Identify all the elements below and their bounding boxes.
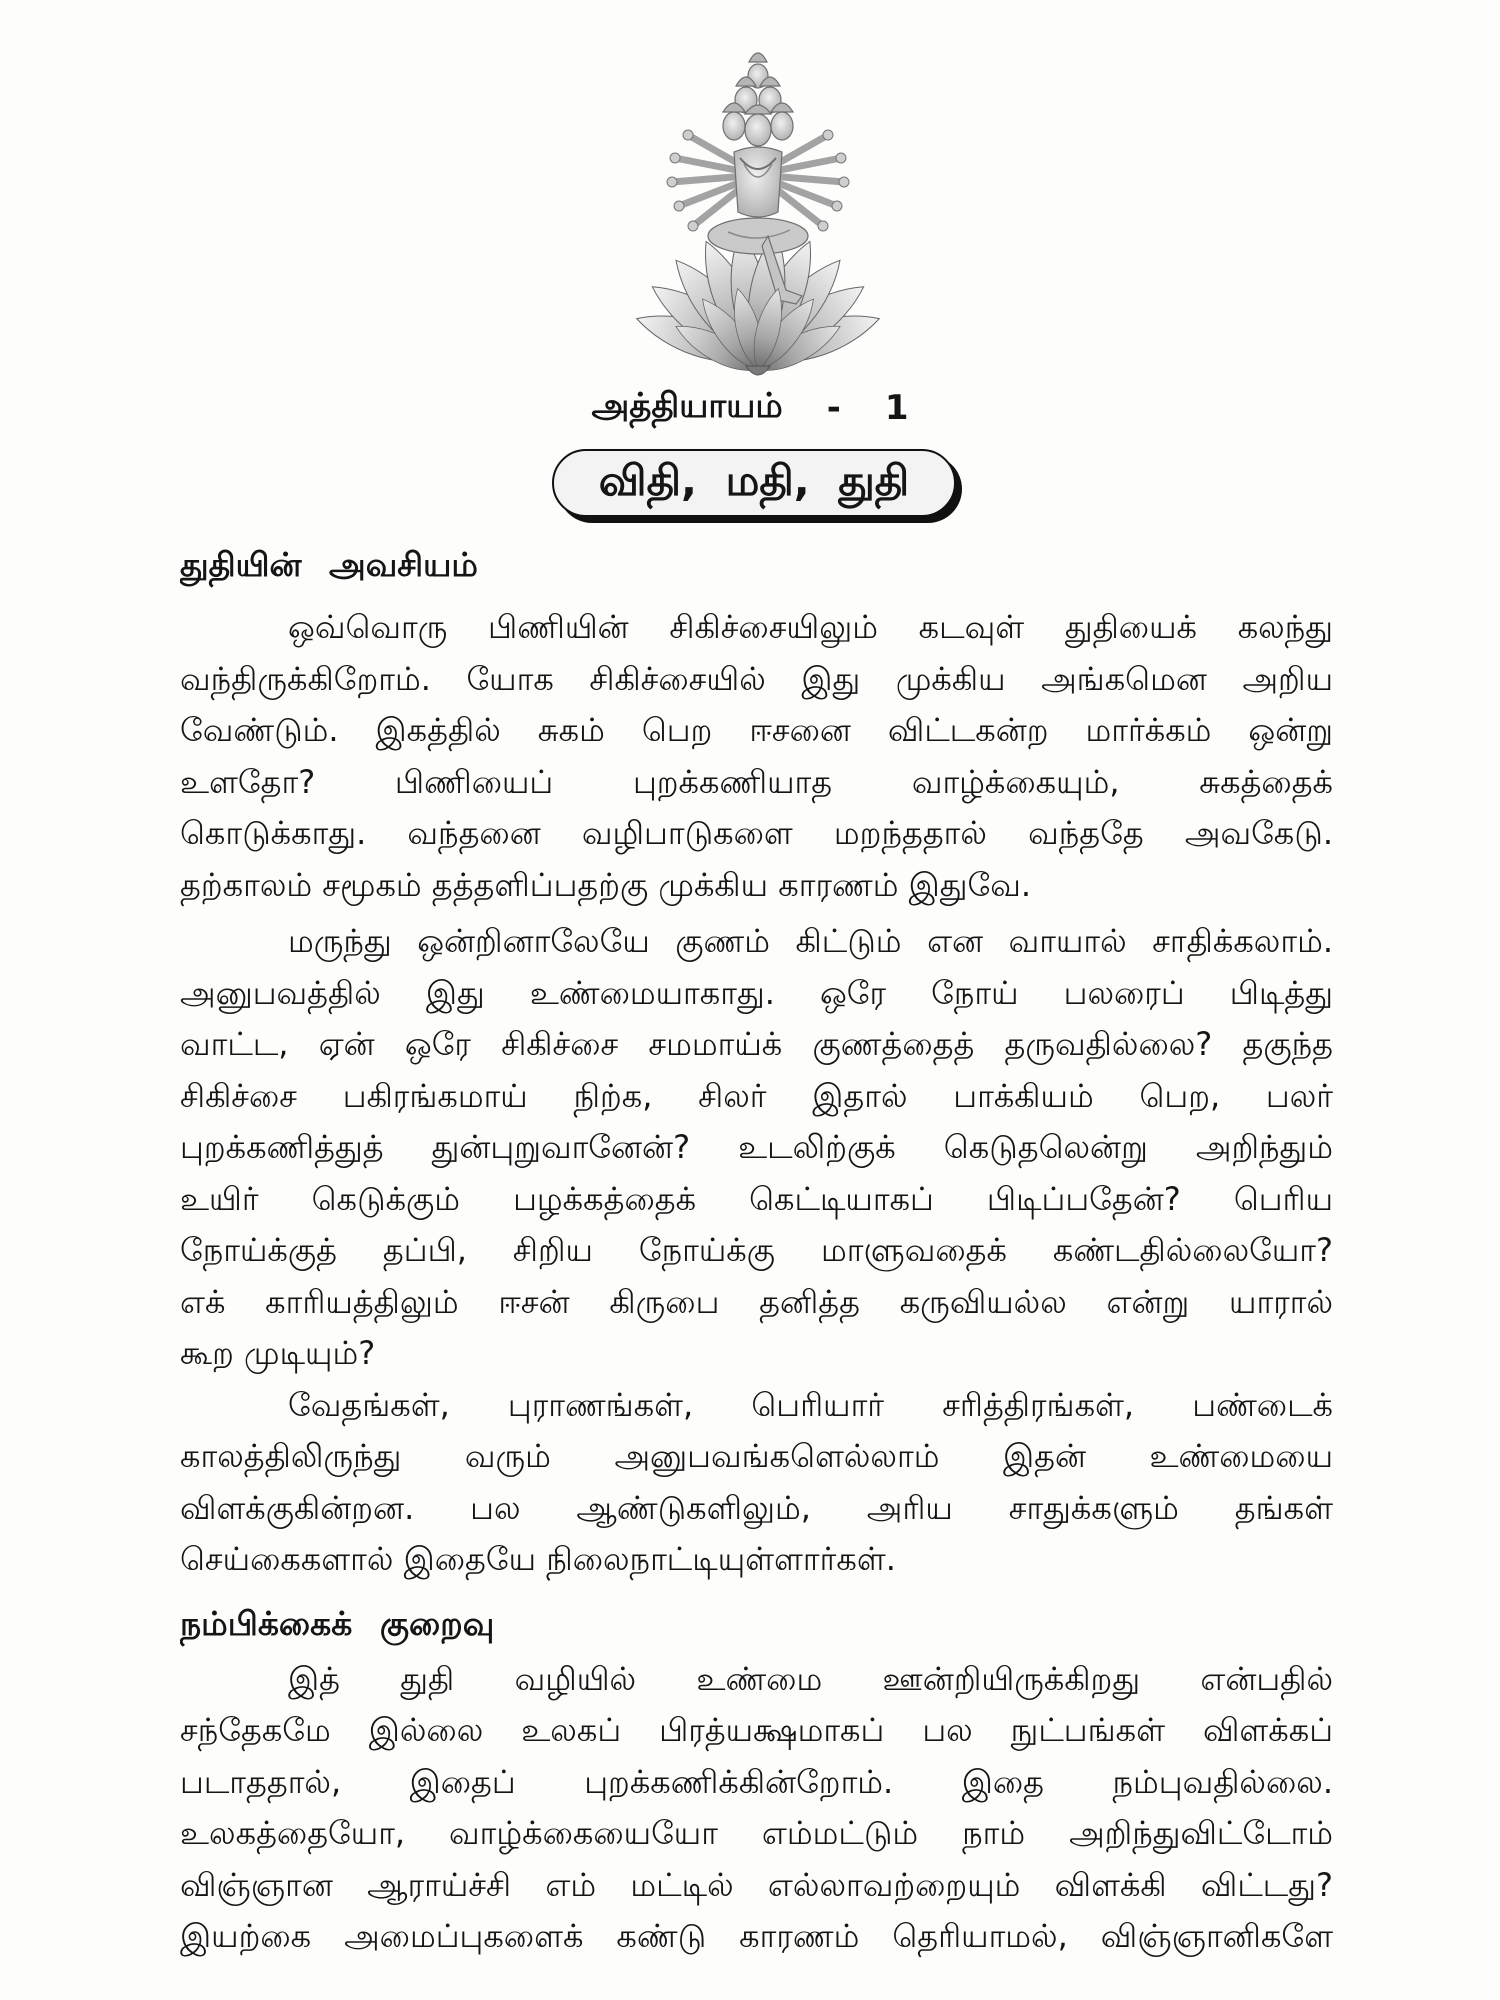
text-line: மருந்து ஒன்றினாலேயே குணம் கிட்டும் என வாயால் சாதிக்கலாம். <box>288 922 1333 960</box>
chapter-separator: - <box>826 388 841 428</box>
text-line: உயிர் கெடுக்கும் பழக்கத்தைக் கெட்டியாகப் பிடிப்பதேன்? பெரிய <box>180 1179 1333 1218</box>
lotus-stem <box>746 366 770 375</box>
chapter-title-box <box>552 449 956 517</box>
paragraph <box>180 1380 1333 1586</box>
page-content <box>180 539 1333 1963</box>
chapter-title: விதி, மதி, துதி <box>598 455 910 505</box>
text-line: உலகத்தையோ, வாழ்க்கையையோ எம்மட்டும் நாம் அறிந்துவிட்டோம் <box>180 1814 1333 1852</box>
text-line: எக் காரியத்திலும் ஈசன் கிருபை தனித்த கருவியல்ல என்று யாரால் <box>180 1282 1333 1321</box>
text-line: விஞ்ஞான ஆராய்ச்சி எம் மட்டில் எல்லாவற்றையும் விளக்கி விட்டது? <box>180 1865 1333 1904</box>
text-line: சிகிச்சை பகிரங்கமாய் நிற்க, சிலர் இதால் பாக்கியம் பெற, பலர் <box>180 1076 1333 1115</box>
text-line: நோய்க்குத் தப்பி, சிறிய நோய்க்கு மாளுவதைக் கண்டதில்லையோ? <box>180 1231 1333 1269</box>
text-line: அனுபவத்தில் இது உண்மையாகாது. ஒரே நோய் பலரைப் பிடித்து <box>180 973 1333 1012</box>
section <box>180 539 1333 1586</box>
paragraph <box>180 916 1333 1380</box>
section-heading: நம்பிக்கைக் குறைவு <box>180 1603 495 1643</box>
text-line: காலத்திலிருந்து வரும் அனுபவங்களெல்லாம் இதன் உண்மையை <box>180 1437 1333 1475</box>
text-line: செய்கைகளால் இதையே நிலைநாட்டியுள்ளார்கள். <box>180 1540 896 1578</box>
text-line: வந்திருக்கிறோம். யோக சிகிச்சையில் இது முக்கிய அங்கமென அறிய <box>180 659 1333 698</box>
paragraph <box>180 1654 1333 1963</box>
deity-on-lotus-icon <box>618 40 898 385</box>
text-line: வாட்ட, ஏன் ஒரே சிகிச்சை சமமாய்க் குணத்தைத் தருவதில்லை? தகுந்த <box>180 1025 1333 1063</box>
text-line: படாததால், இதைப் புறக்கணிக்கின்றோம். இதை நம்புவதில்லை. <box>180 1762 1333 1801</box>
section <box>180 1598 1333 1963</box>
text-line: இத் துதி வழியில் உண்மை ஊன்றியிருக்கிறது என்பதில் <box>288 1659 1333 1698</box>
text-line: கொடுக்காது. வந்தனை வழிபாடுகளை மறந்ததால் வந்ததே அவகேடு. <box>180 814 1333 852</box>
deity-on-lotus-illustration <box>618 40 898 385</box>
text-line: உளதோ? பிணியைப் புறக்கணியாத வாழ்க்கையும், சுகத்தைக் <box>180 762 1333 801</box>
paragraph <box>180 602 1333 911</box>
text-line: ஒவ்வொரு பிணியின் சிகிச்சையிலும் கடவுள் துதியைக் கலந்து <box>288 608 1333 646</box>
text-line: தற்காலம் சமூகம் தத்தளிப்பதற்கு முக்கிய காரணம் இதுவே. <box>180 865 1031 904</box>
text-line: வேதங்கள், புராணங்கள், பெரியார் சரித்திரங்கள், பண்டைக் <box>288 1385 1333 1424</box>
text-line: கூற முடியும்? <box>180 1334 376 1372</box>
text-line: விளக்குகின்றன. பல ஆண்டுகளிலும், அரிய சாதுக்களும் தங்கள் <box>180 1488 1333 1527</box>
text-line: புறக்கணித்துத் துன்புறுவானேன்? உடலிற்குக் கெடுதலென்று அறிந்தும் <box>180 1128 1333 1166</box>
chapter-label <box>0 384 1500 432</box>
chapter-number: 1 <box>884 388 909 428</box>
text-line: இயற்கை அமைப்புகளைக் கண்டு காரணம் தெரியாமல், விஞ்ஞானிகளே <box>180 1917 1333 1955</box>
text-line: சந்தேகமே இல்லை உலகப் பிரத்யக்ஷமாகப் பல நுட்பங்கள் விளக்கப் <box>180 1711 1333 1749</box>
chapter-word: அத்தியாயம் <box>591 386 783 426</box>
text-line: வேண்டும். இகத்தில் சுகம் பெற ஈசனை விட்டகன்ற மார்க்கம் ஒன்று <box>180 711 1333 749</box>
section-heading: துதியின் அவசியம் <box>180 545 478 584</box>
